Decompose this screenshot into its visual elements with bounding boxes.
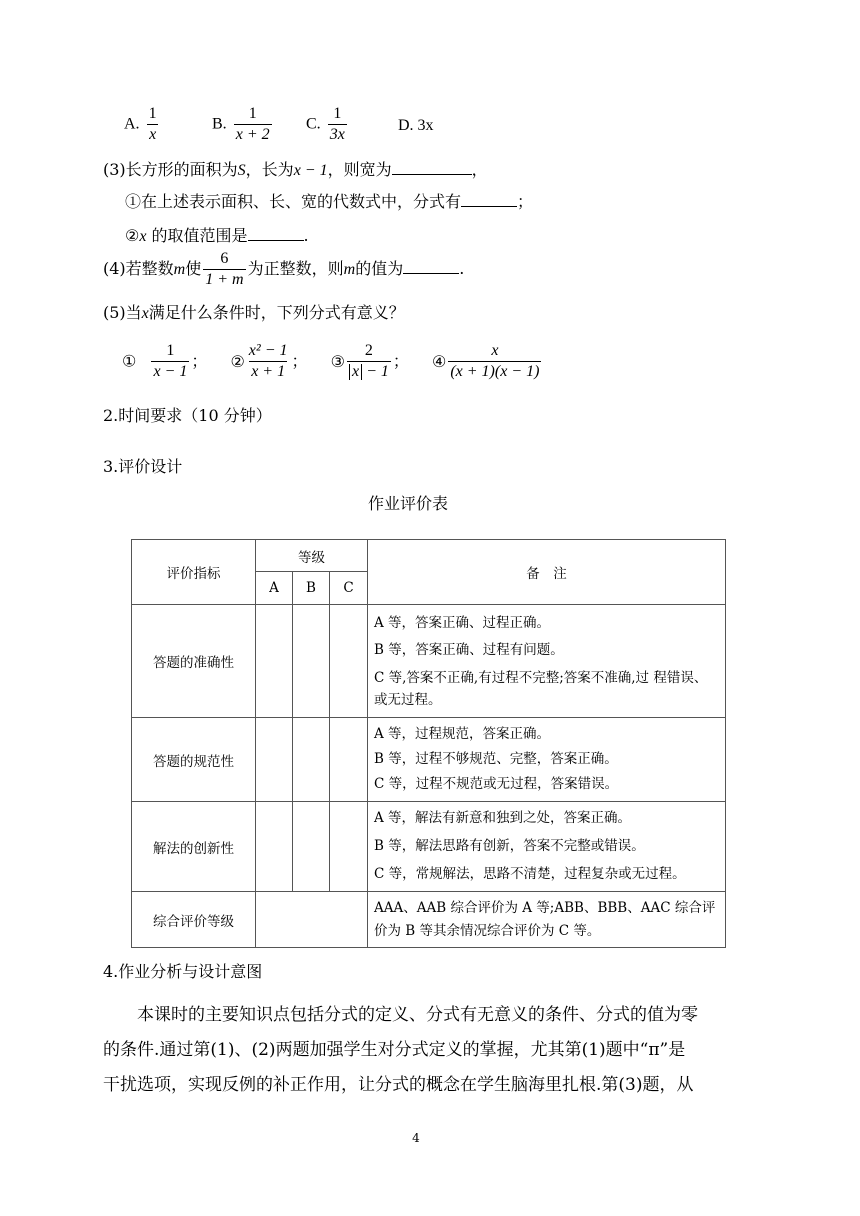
option-c-label: C. bbox=[306, 115, 321, 133]
summary-label: 综合评价等级 bbox=[132, 892, 256, 948]
q5-f1-mark: ① bbox=[122, 351, 137, 371]
option-a-fraction bbox=[147, 104, 159, 145]
q5-var-x: x bbox=[141, 305, 149, 322]
note-line: B 等，答案正确、过程有问题。 bbox=[374, 642, 564, 658]
table-row-summary bbox=[132, 892, 726, 948]
row-label: 解法的创新性 bbox=[132, 802, 256, 892]
q5-fractions-row bbox=[122, 341, 543, 382]
q5-f1-end: ； bbox=[191, 351, 208, 371]
paragraph-line: 的条件.通过第(1)、(2)两题加强学生对分式定义的掌握，尤其第(1)题中“π”是 bbox=[103, 1040, 686, 1060]
q4-suffix: 的值为 bbox=[355, 259, 404, 278]
grade-cell-a bbox=[256, 802, 293, 892]
fraction-numerator: 1 bbox=[248, 105, 257, 122]
question-3 bbox=[103, 158, 488, 182]
q5-prefix: (5)当 bbox=[103, 303, 142, 322]
summary-note: AAA、AAB 综合评价为 A 等;ABB、BBB、AAC 综合评 价为 B 等其余情况综合评价为 C 等。 bbox=[368, 892, 726, 948]
note-line: B 等，解法思路有创新，答案不完整或错误。 bbox=[374, 838, 645, 854]
note-line: A 等，解法有新意和独到之处，答案正确。 bbox=[374, 810, 632, 826]
table-row bbox=[132, 802, 726, 892]
option-b bbox=[212, 104, 274, 145]
fraction-denominator: x + 1 bbox=[251, 363, 286, 380]
grade-cell-a bbox=[256, 718, 293, 802]
q5-f3-end: ； bbox=[392, 351, 409, 371]
answer-blank bbox=[403, 257, 459, 274]
grade-cell-b bbox=[293, 802, 330, 892]
header-note: 备 注 bbox=[368, 540, 726, 605]
paragraph-line: 干扰选项，实现反例的补正作用，让分式的概念在学生脑海里扎根.第(3)题，从 bbox=[103, 1075, 694, 1095]
option-a bbox=[124, 104, 161, 145]
grade-cell-c bbox=[330, 605, 368, 718]
fraction-numerator: 2 bbox=[364, 342, 373, 359]
table-title: 作业评价表 bbox=[367, 494, 448, 513]
table-row bbox=[132, 605, 726, 718]
answer-blank bbox=[461, 190, 517, 207]
q3-mid: ，长为 bbox=[245, 160, 294, 179]
option-d: D. 3x bbox=[398, 117, 434, 134]
fraction-denominator-rest: − 1 bbox=[362, 363, 389, 380]
fraction-denominator bbox=[347, 361, 391, 382]
answer-blank bbox=[248, 224, 304, 241]
q3-suffix: ，则宽为 bbox=[327, 160, 392, 179]
row-note bbox=[368, 802, 726, 892]
q3-sub2-var: x bbox=[139, 228, 147, 245]
header-grade: 等级 bbox=[256, 540, 368, 572]
fraction-numerator: 1 bbox=[148, 105, 157, 122]
note-line: C 等，过程不规范或无过程，答案错误。 bbox=[374, 776, 619, 792]
fraction-numerator: 6 bbox=[220, 250, 229, 267]
q5-f3-mark: ③ bbox=[330, 351, 345, 371]
option-c-fraction bbox=[328, 104, 347, 145]
page-number: 4 bbox=[412, 1131, 420, 1145]
grade-cell-a bbox=[256, 605, 293, 718]
section-2-heading: 2.时间要求（10 分钟） bbox=[103, 406, 272, 425]
option-a-label: A. bbox=[124, 115, 140, 133]
q5-f2-end: ； bbox=[291, 351, 308, 371]
grade-cell-b bbox=[293, 605, 330, 718]
option-c bbox=[306, 104, 349, 145]
fraction-denominator: 1 + m bbox=[205, 271, 244, 288]
section-3-heading: 3.评价设计 bbox=[103, 457, 183, 476]
note-line: A 等，答案正确、过程正确。 bbox=[374, 615, 551, 631]
grade-cell-c bbox=[330, 802, 368, 892]
q4-fraction bbox=[203, 249, 245, 290]
header-grade-a: A bbox=[256, 572, 293, 605]
q5-fraction-2 bbox=[247, 341, 290, 382]
q5-fraction-1 bbox=[151, 341, 189, 382]
grade-cell-c bbox=[330, 718, 368, 802]
note-line: C 等,答案不正确,有过程不完整;答案不准确,过 程错误、或无过程。 bbox=[374, 670, 708, 708]
q3-sub2-end: . bbox=[303, 226, 309, 245]
q3-sub2-pre: ② bbox=[125, 226, 140, 245]
fraction-denominator: x − 1 bbox=[153, 363, 188, 380]
q3-end: ， bbox=[471, 160, 488, 179]
table-row bbox=[132, 718, 726, 802]
fraction-numerator: x bbox=[491, 342, 499, 359]
fraction-denominator: x bbox=[149, 126, 157, 143]
fraction-numerator: 1 bbox=[333, 105, 342, 122]
q5-suffix: 满足什么条件时，下列分式有意义？ bbox=[148, 303, 405, 322]
summary-grade-cell bbox=[256, 892, 368, 948]
fraction-denominator: 3x bbox=[329, 126, 345, 143]
fraction-denominator: (x + 1)(x − 1) bbox=[450, 363, 540, 380]
header-indicator: 评价指标 bbox=[132, 540, 256, 605]
row-label: 答题的规范性 bbox=[132, 718, 256, 802]
note-line: C 等，常规解法，思路不清楚，过程复杂或无过程。 bbox=[374, 866, 686, 882]
note-line: A 等，过程规范，答案正确。 bbox=[374, 726, 551, 742]
q4-mid: 为正整数，则 bbox=[247, 259, 344, 278]
option-b-fraction bbox=[234, 104, 272, 145]
q4-var-m: m bbox=[173, 261, 186, 278]
answer-blank bbox=[392, 158, 472, 175]
q5-fraction-4 bbox=[448, 341, 541, 382]
grade-cell-b bbox=[293, 718, 330, 802]
question-3-sub1 bbox=[125, 190, 533, 213]
q4-prefix: (4)若整数 bbox=[103, 259, 174, 278]
q3-expr: x − 1 bbox=[293, 162, 328, 179]
fraction-denominator: x + 2 bbox=[235, 126, 270, 143]
q5-f2-mark: ② bbox=[230, 351, 245, 371]
q4-use: 使 bbox=[185, 259, 202, 278]
row-note bbox=[368, 605, 726, 718]
row-note bbox=[368, 718, 726, 802]
q3-sub1-text: ①在上述表示面积、长、宽的代数式中，分式有 bbox=[125, 192, 462, 211]
note-line: B 等，过程不够规范、完整，答案正确。 bbox=[374, 751, 618, 767]
option-b-label: B. bbox=[212, 115, 227, 133]
q3-sub1-end: ； bbox=[517, 192, 534, 211]
header-grade-c: C bbox=[330, 572, 368, 605]
q5-f4-mark: ④ bbox=[431, 351, 447, 371]
evaluation-table bbox=[131, 539, 726, 948]
row-label: 答题的准确性 bbox=[132, 605, 256, 718]
fraction-numerator: x² − 1 bbox=[248, 342, 288, 359]
question-5 bbox=[103, 302, 405, 325]
q3-prefix: (3)长方形的面积为 bbox=[103, 160, 238, 179]
q4-var-m2: m bbox=[343, 261, 356, 278]
q4-end: . bbox=[459, 259, 465, 278]
q3-var-s: S bbox=[237, 162, 246, 179]
fraction-numerator: 1 bbox=[166, 342, 175, 359]
absolute-value: x bbox=[349, 364, 362, 380]
q3-sub2-text: 的取值范围是 bbox=[146, 226, 248, 245]
paragraph-line: 本课时的主要知识点包括分式的定义、分式有无意义的条件、分式的值为零 bbox=[103, 1005, 698, 1025]
section-4-heading: 4.作业分析与设计意图 bbox=[103, 962, 263, 981]
question-4 bbox=[103, 249, 464, 290]
q5-fraction-3 bbox=[347, 341, 391, 382]
header-grade-b: B bbox=[293, 572, 330, 605]
question-3-sub2 bbox=[125, 224, 309, 248]
